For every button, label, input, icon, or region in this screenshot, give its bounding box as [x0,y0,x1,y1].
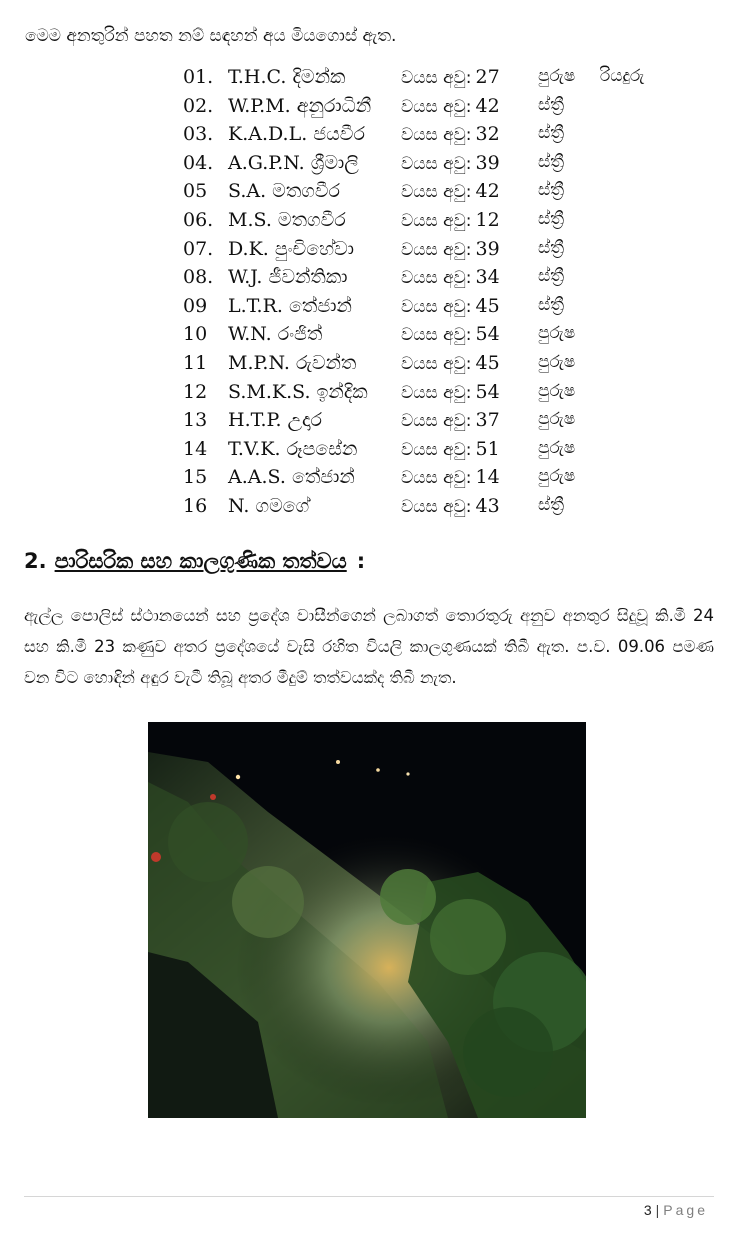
victim-row [0,295,742,324]
victim-name: D.K. පුංචිහේවා [228,237,355,260]
age-label: වයස අවු: [401,125,472,146]
footer-rule [24,1196,714,1197]
victim-age [401,123,500,145]
victim-row [0,323,742,352]
victim-number: 15 [183,466,208,489]
victim-age [401,438,500,460]
age-label: වයස අවු: [401,496,472,517]
victim-number: 08. [183,266,214,289]
victim-row [0,381,742,410]
victim-name: M.P.N. රුවන්ත [228,351,357,374]
victim-age [401,95,500,117]
victim-name: T.H.C. දිමන්ක [228,66,346,88]
victim-gender: පුරුෂ [538,323,576,344]
footer-separator: | [655,1202,660,1218]
victim-gender: ස්ත්‍රී [538,294,565,315]
victim-name: M.S. මතගවීර [228,208,346,231]
age-value: 51 [475,437,500,460]
victim-name: N. ගමගේ [228,494,310,517]
victim-gender: පුරුෂ [538,466,576,487]
victim-number: 04. [183,151,214,174]
age-value: 32 [475,123,500,146]
page-label: Page [663,1202,708,1218]
weather-paragraph: ඇල්ල පොලිස් ස්ථානයෙන් සහ ප්‍රදේශ වාසීන්ගෙන් ලබාගත් තොරතුරු අනුව අනතුර සිදුවූ කි.මී 24 සහ කි.මී 23 කණුව අතර ප්‍රදේශයේ වැසි රහිත වියලි කාලගුණයක් තිබී ඇත. ප.ව. 09.06 පමණ වන විට හොඳින් අඳුර වැටී තිබූ අතර මීදුම් තත්වයක්ද තිබී නැත. [24,606,714,687]
victim-number: 13 [183,409,208,432]
victim-gender: පුරුෂ [538,380,576,401]
section-heading [24,549,365,574]
victim-number: 05 [183,180,208,203]
age-label: වයස අවු: [401,296,472,317]
victim-row [0,152,742,181]
victim-gender: ස්ත්‍රී [538,180,565,201]
victim-gender: ස්ත්‍රී [538,94,565,115]
victim-gender: ස්ත්‍රී [538,237,565,258]
victim-gender: පුරුෂ [538,409,576,430]
section-title: පාරිසරික සහ කාලගුණික තත්වය [54,549,347,573]
age-label: වයස අවු: [401,96,472,117]
accident-site-photo [148,722,586,1118]
victim-number: 10 [183,323,208,346]
victim-age [401,295,500,317]
victims-list [0,66,742,524]
age-value: 42 [475,180,500,203]
victim-name: H.T.P. උදාර [228,409,322,432]
victim-role: රියදුරු [600,66,645,86]
victim-row [0,409,742,438]
age-value: 42 [475,94,500,117]
victim-row [0,238,742,267]
age-value: 54 [475,323,500,346]
victim-gender: ස්ත්‍රී [538,151,565,172]
victim-name: K.A.D.L. ජයවීර [228,123,365,146]
victim-name: A.A.S. තේජාන් [228,466,355,489]
victim-name: A.G.P.N. ශ්‍රීමාලි [228,151,359,174]
victim-gender: ස්ත්‍රී [538,208,565,229]
age-value: 14 [475,466,500,489]
victim-name: S.M.K.S. ඉන්දික [228,380,368,403]
victim-row [0,95,742,124]
victim-row [0,209,742,238]
age-value: 45 [475,294,500,317]
victim-age [401,66,500,88]
victim-age [401,238,500,260]
age-value: 39 [475,237,500,260]
age-label: වයස අවු: [401,439,472,460]
victim-age [401,209,500,231]
age-value: 43 [475,494,500,517]
victim-name: W.P.M. අනුරාධිනී [228,94,372,117]
victim-gender: පුරුෂ [538,351,576,372]
section-colon: : [356,549,366,573]
victim-name: L.T.R. තේජාන් [228,294,352,317]
age-value: 34 [475,266,500,289]
victim-age [401,323,500,345]
page-number: 3 [643,1202,652,1218]
age-value: 12 [475,208,500,231]
victim-gender: පුරුෂ [538,66,576,86]
victim-number: 09 [183,294,208,317]
victim-age [401,495,500,517]
victim-row [0,66,742,95]
victim-number: 12 [183,380,208,403]
age-value: 39 [475,151,500,174]
victim-name: W.J. ජීවන්තිකා [228,266,348,289]
age-label: වයස අවු: [401,153,472,174]
victim-number: 14 [183,437,208,460]
victim-name: S.A. මතගවීර [228,180,340,203]
night-hillside-image [148,722,586,1118]
age-label: වයස අවු: [401,382,472,403]
age-value: 54 [475,380,500,403]
victim-gender: ස්ත්‍රී [538,266,565,287]
victim-gender: පුරුෂ [538,437,576,458]
victim-row [0,495,742,524]
victim-row [0,438,742,467]
intro-text: මෙම අනතුරින් පහත නම් සඳහන් අය මියගොස් ඇත. [25,26,397,46]
victim-number: 03. [183,123,214,146]
victim-gender: ස්ත්‍රී [538,494,565,515]
victim-row [0,466,742,495]
victim-gender: ස්ත්‍රී [538,123,565,144]
victim-age [401,180,500,202]
section-number: 2. [24,549,47,573]
victim-age [401,409,500,431]
victim-number: 11 [183,351,208,374]
victim-number: 16 [183,494,208,517]
age-label: වයස අවු: [401,239,472,260]
age-label: වයස අවු: [401,182,472,203]
victim-age [401,352,500,374]
victim-age [401,152,500,174]
victim-number: 07. [183,237,214,260]
age-value: 27 [475,66,500,88]
age-label: වයස අවු: [401,68,472,88]
victim-age [401,266,500,288]
victim-name: W.N. රංජිත් [228,323,323,346]
age-label: වයස අවු: [401,325,472,346]
victim-number: 01. [183,66,214,88]
age-label: වයස අවු: [401,411,472,432]
victim-name: T.V.K. රූපසේන [228,437,358,460]
age-value: 37 [475,409,500,432]
victim-age [401,466,500,488]
age-value: 45 [475,351,500,374]
victim-number: 06. [183,208,214,231]
age-label: වයස අවු: [401,210,472,231]
page-footer [644,1202,708,1218]
victim-age [401,381,500,403]
age-label: වයස අවු: [401,468,472,489]
age-label: වයස අවු: [401,268,472,289]
victim-row [0,266,742,295]
victim-row [0,180,742,209]
victim-row [0,123,742,152]
age-label: වයස අවු: [401,353,472,374]
victim-number: 02. [183,94,214,117]
victim-row [0,352,742,381]
